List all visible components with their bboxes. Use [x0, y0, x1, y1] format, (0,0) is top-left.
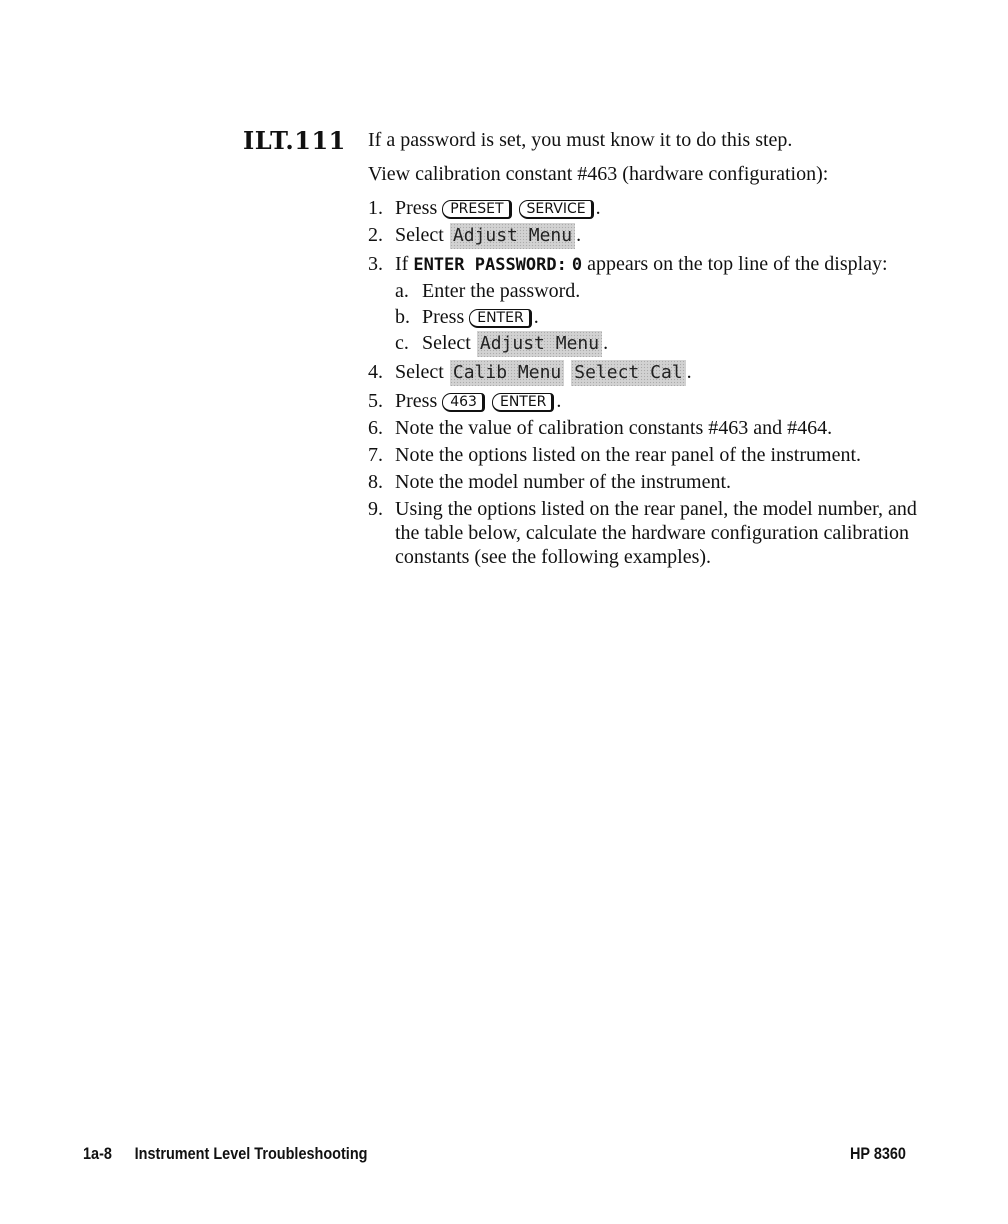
password-prompt-label: ENTER PASSWORD: — [413, 255, 567, 275]
view-line: View calibration constant #463 (hardware configuration): — [368, 163, 829, 185]
step-2 — [368, 223, 928, 249]
step-text: Press — [395, 197, 438, 219]
step-7 — [368, 443, 928, 467]
period: . — [686, 361, 692, 383]
step-3a — [395, 279, 928, 303]
step-number: 6. — [368, 417, 383, 439]
step-number: 2. — [368, 224, 383, 246]
model-label: HP 8360 — [850, 1144, 906, 1163]
step-number: 3. — [368, 253, 383, 275]
page-footer-left — [83, 1144, 367, 1164]
step-1 — [368, 196, 928, 220]
step-number: 4. — [368, 361, 383, 383]
sub-step-letter: a. — [395, 280, 409, 302]
step-id: ILT.111 — [243, 126, 346, 155]
enter-key[interactable]: ENTER — [492, 393, 554, 412]
adjust-menu-softkey[interactable]: Adjust Menu — [450, 223, 575, 249]
preset-key[interactable]: PRESET — [442, 200, 511, 219]
password-prompt-value: 0 — [571, 255, 583, 275]
adjust-menu-softkey[interactable]: Adjust Menu — [477, 331, 602, 357]
enter-key[interactable]: ENTER — [469, 309, 531, 328]
step-number: 7. — [368, 444, 383, 466]
step-6 — [368, 416, 928, 440]
step-number: 5. — [368, 390, 383, 412]
sub-step-letter: b. — [395, 306, 410, 328]
intro-text: If a password is set, you must know it to do this step. — [368, 129, 793, 151]
sub-step-text: Select — [422, 332, 471, 354]
step-3b — [395, 305, 928, 329]
step-number: 8. — [368, 471, 383, 493]
sub-step-text: Press — [422, 306, 465, 328]
step-8 — [368, 470, 928, 494]
step-text: If — [395, 253, 409, 275]
sub-step-letter: c. — [395, 332, 409, 354]
step-text: Using the options listed on the rear panel, the model number, and the table below, calculate the hardware configuration calibration constants (see the following examples). — [395, 498, 917, 568]
step-5 — [368, 389, 928, 413]
period: . — [603, 332, 609, 354]
step-number: 1. — [368, 197, 383, 219]
page-number: 1a-8 — [83, 1144, 112, 1163]
calib-menu-softkey[interactable]: Calib Menu — [450, 360, 564, 386]
step-number: 9. — [368, 498, 383, 520]
section-title: Instrument Level Troubleshooting — [134, 1144, 368, 1163]
step-text: Press — [395, 390, 438, 412]
step-3 — [368, 252, 928, 357]
step-text: Select — [395, 361, 444, 383]
period: . — [576, 224, 582, 246]
procedure-body — [368, 128, 928, 569]
step-3c — [395, 331, 928, 357]
period: . — [533, 306, 539, 328]
period: . — [595, 197, 601, 219]
step-text: Note the model number of the instrument. — [395, 471, 732, 493]
number-463-key[interactable]: 463 — [442, 393, 485, 412]
step-text: Select — [395, 224, 444, 246]
step-4 — [368, 360, 928, 386]
step-list — [368, 196, 928, 569]
period: . — [556, 390, 562, 412]
step-text: Note the options listed on the rear panel of the instrument. — [395, 444, 861, 466]
sub-step-list — [395, 279, 928, 357]
service-key[interactable]: SERVICE — [519, 200, 594, 219]
step-text: Note the value of calibration constants #463 and #464. — [395, 417, 833, 439]
sub-step-text: Enter the password. — [422, 280, 581, 302]
select-cal-softkey[interactable]: Select Cal — [571, 360, 685, 386]
step-9 — [368, 497, 928, 569]
step-text: appears on the top line of the display: — [587, 253, 888, 275]
